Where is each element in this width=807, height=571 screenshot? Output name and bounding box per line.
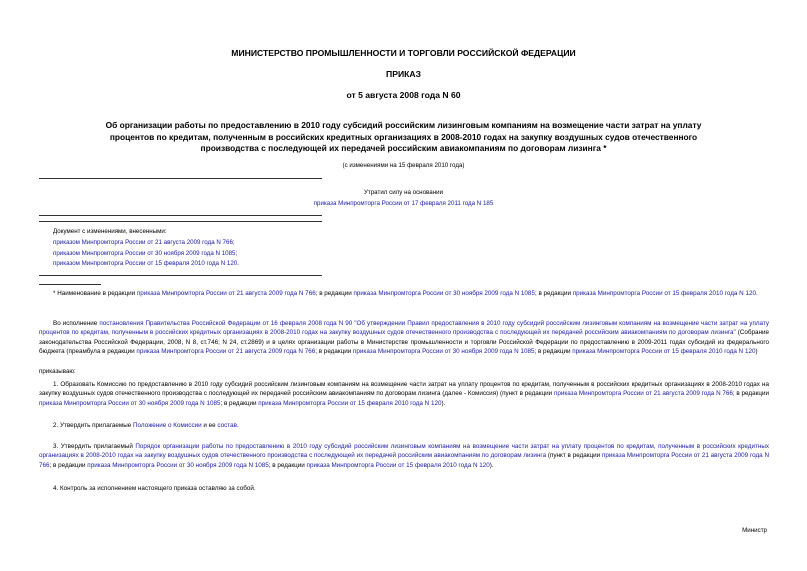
divider	[39, 215, 322, 216]
amendment-link[interactable]: приказа Минпромторга России от 30 ноября 2009 года N 1085	[353, 347, 535, 355]
amendment-link[interactable]: приказа Минпромторга России от 21 августа 2009 года N 766	[136, 347, 316, 355]
decree-link[interactable]: постановления Правительства Российской Федерации от 16 февраля 2008 года N 90 "Об утверждении Правил предоставления в 2010 году субсидий российским лизинговым компаниям на возмещение части затрат на уплату процентов по кредитам, полученным в российских кредитных организациях в 2008-2010 годах на закупку воздушных судов отечественного производства с последующей их передачей российским авиакомпаниям по договорам лизинга"	[39, 320, 770, 337]
order-word: приказываю:	[39, 368, 76, 375]
document-date-number: от 5 августа 2008 года N 60	[346, 90, 461, 100]
amendment-link[interactable]: приказа Минпромторга России от 15 февраля 2010 года N 120	[572, 347, 756, 355]
lost-force-link[interactable]: приказа Минпромторга России от 17 февраля 2011 года N 185	[313, 200, 494, 207]
revision-note: (с изменениями на 15 февраля 2010 года)	[342, 162, 465, 169]
ministry-name: МИНИСТЕРСТВО ПРОМЫШЛЕННОСТИ И ТОРГОВЛИ РОССИЙСКОЙ ФЕДЕРАЦИИ	[231, 48, 576, 58]
composition-link[interactable]: состав	[217, 422, 237, 429]
amendment-link[interactable]: приказом Минпромторга России от 21 августа 2009 года N 766;	[53, 239, 235, 246]
item-4: 4. Контроль за исполнением настоящего приказа оставляю за собой.	[53, 485, 256, 492]
amendment-link[interactable]: приказа Минпромторга России от 15 февраля 2010 года N 120	[306, 461, 490, 469]
amendments-label: Документ с изменениями, внесенными:	[53, 228, 167, 235]
footnote-rule	[39, 284, 101, 285]
procedure-link[interactable]: Порядок организации работы по предоставлению в 2010 году субсидий российским лизинговым компаниям на возмещение части затрат на уплату процентов по кредитам, полученным в российских кредитных организациях в 2008-2010 годах на закупку воздушных судов отечественного производства с последующей их передачей российским авиакомпаниям по договорам лизинга	[39, 443, 770, 460]
item-3: 3. Утвердить прилагаемый Порядок организации работы по предоставлению в 2010 году субсидий российским лизинговым компаниям на возмещение части затрат на уплату процентов по кредитам, полученным в российских кредитных организациях в 2008-2010 годах на закупку воздушных судов отечественного производства с последующей их передачей российским авиакомпаниям по договорам лизинга (пункт в редакции приказа Минпромторга России от 21 августа 2009 года N 766; в редакции приказа Минпромторга России от 30 ноября 2009 года N 1085; в редакции приказа Минпромторга России от 15 февраля 2010 года N 120).	[39, 443, 770, 469]
amendments-list	[53, 238, 353, 269]
lost-force-label: Утратил силу на основании	[363, 189, 444, 196]
amendment-link[interactable]: приказа Минпромторга России от 21 августа 2009 года N 766	[553, 390, 733, 398]
document-type: ПРИКАЗ	[386, 69, 421, 79]
document-title: Об организации работы по предоставлению в 2010 году субсидий российским лизинговым компаниям на возмещение части затрат на уплату процентов по кредитам, полученным в российских кредитных организациях в 2008-2010 годах на закупку воздушных судов отечественного производства с последующей их передачей российским авиакомпаниям по договорам лизинга *	[105, 120, 702, 153]
regulation-link[interactable]: Положение о Комиссии	[133, 422, 202, 429]
amendment-link[interactable]: приказом Минпромторга России от 30 ноября 2009 года N 1085;	[53, 249, 238, 257]
footnote-link[interactable]: приказа Минпромторга России от 15 февраля 2010 года N 120	[572, 290, 756, 297]
preamble: Во исполнение постановления Правительства Российской Федерации от 16 февраля 2008 года N 90 "Об утверждении Правил предоставления в 2010 году субсидий российским лизинговым компаниям на возмещение части затрат на уплату процентов по кредитам, полученным в российских кредитных организациях в 2008-2010 годах на закупку воздушных судов отечественного производства с последующей их передачей российским авиакомпаниям по договорам лизинга" (Собрание законодательства Российской Федерации, 2008, N 8, ст.746; N 24, ст.2869) и в целях организации работы в Министерстве промышленности и торговли Российской Федерации по предоставлению в 2009-2011 годах субсидий из федерального бюджета (преамбула в редакции приказа Минпромторга России от 21 августа 2009 года N 766; в редакции приказа Минпромторга России от 30 ноября 2009 года N 1085; в редакции приказа Минпромторга России от 15 февраля 2010 года N 120)	[39, 320, 770, 355]
divider	[39, 275, 322, 276]
signature-title: Министр	[742, 527, 767, 534]
divider	[39, 221, 322, 222]
amendment-link[interactable]: приказа Минпромторга России от 15 февраля 2010 года N 120	[258, 399, 442, 407]
amendment-link[interactable]: приказа Минпромторга России от 30 ноября 2009 года N 1085	[87, 461, 269, 469]
item-2: 2. Утвердить прилагаемые Положение о Комиссии и ее состав.	[53, 422, 239, 429]
amendment-link[interactable]: приказа Минпромторга России от 21 августа 2009 года N 766	[39, 452, 769, 469]
amendment-link[interactable]: приказом Минпромторга России от 15 февраля 2010 года N 120.	[53, 260, 239, 268]
footnote-link[interactable]: приказа Минпромторга России от 21 августа 2009 года N 766	[136, 290, 316, 297]
footnote: * Наименование в редакции приказа Минпромторга России от 21 августа 2009 года N 766; в редакции приказа Минпромторга России от 30 ноября 2009 года N 1085; в редакции приказа Минпромторга России от 15 февраля 2010 года N 120.	[53, 290, 758, 297]
divider	[39, 178, 322, 179]
amendment-link[interactable]: приказа Минпромторга России от 30 ноября 2009 года N 1085	[39, 399, 221, 407]
item-1: 1. Образовать Комиссию по предоставлению в 2010 году субсидий российским лизинговым компаниям на возмещение части затрат на уплату процентов по кредитам, полученным в российских кредитных организациях в 2008-2010 годах на закупку воздушных судов отечественного производства с последующей их передачей российским авиакомпаниям по договорам лизинга (далее - Комиссия) (пункт в редакции приказа Минпромторга России от 21 августа 2009 года N 766; в редакции приказа Минпромторга России от 30 ноября 2009 года N 1085; в редакции приказа Минпромторга России от 15 февраля 2010 года N 120).	[39, 381, 769, 407]
footnote-link[interactable]: приказа Минпромторга России от 30 ноября 2009 года N 1085	[353, 290, 535, 297]
